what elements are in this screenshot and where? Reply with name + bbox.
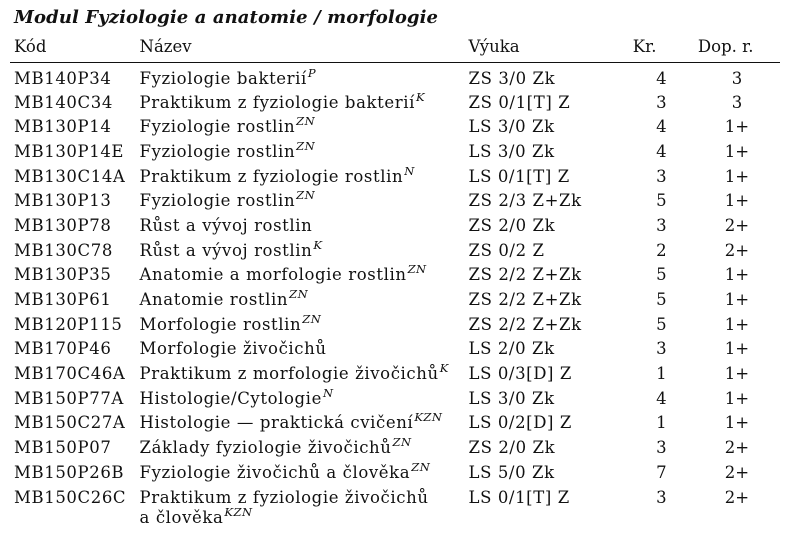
course-name: Růst a vývoj rostlin (139, 240, 313, 260)
course-flag: ZN (296, 188, 316, 203)
course-tuition: LS 3/0 Zk (468, 117, 555, 137)
course-code: MB150C27A (14, 413, 126, 433)
course-credits: 2 (656, 240, 667, 260)
course-flag: ZN (302, 311, 322, 326)
course-flag: ZN (289, 287, 309, 301)
course-code: MB130P35 (14, 265, 112, 285)
course-name-cell (136, 188, 465, 216)
table-body (10, 63, 780, 529)
course-name-line (139, 138, 461, 163)
course-name: Morfologie rostlin (139, 314, 302, 334)
module-title: Modul Fyziologie a anatomie / morfologie (14, 7, 439, 28)
course-name-cell (136, 138, 465, 167)
course-table (10, 37, 780, 529)
course-recommended-year: 1+ (724, 364, 750, 384)
course-name-line (139, 410, 461, 434)
table-row (10, 315, 780, 340)
course-name: Fyziologie rostlin (139, 117, 296, 137)
course-recommended-year: 1+ (724, 166, 750, 186)
course-name: Fyziologie živočichů a člověka (139, 462, 411, 482)
course-code: MB130P78 (14, 215, 112, 235)
course-name-cell (136, 311, 465, 340)
table-row (10, 167, 780, 192)
course-name-cell (136, 488, 465, 529)
table-row (10, 142, 780, 167)
course-tuition: ZS 2/2 Z+Zk (468, 290, 582, 309)
course-recommended-year: 1+ (724, 413, 750, 433)
course-tuition: ZS 2/2 Z+Zk (468, 314, 582, 334)
course-name-line (140, 339, 461, 359)
course-name-line (139, 66, 461, 90)
course-code: MB130P14E (14, 141, 125, 161)
course-credits: 3 (656, 339, 667, 359)
course-code: MB140C34 (14, 92, 113, 112)
course-recommended-year: 2+ (724, 462, 750, 482)
header-code: Kód (14, 37, 47, 56)
course-code: MB150C26C (14, 487, 127, 507)
header-tuition: Výuka (468, 37, 520, 56)
course-tuition: ZS 0/1[T] Z (468, 92, 571, 112)
course-tuition: ZS 2/0 Zk (468, 438, 556, 458)
course-tuition: LS 0/2[D] Z (468, 413, 572, 433)
course-flag: ZN (407, 262, 427, 277)
course-name: Fyziologie rostlin (139, 191, 296, 211)
course-name: Anatomie a morfologie rostlin (139, 265, 407, 285)
course-credits: 4 (656, 117, 667, 137)
course-credits: 1 (656, 364, 667, 384)
course-name: Fyziologie rostlin (139, 141, 296, 161)
course-recommended-year: 1+ (724, 117, 750, 137)
course-code: MB130C14A (14, 166, 126, 186)
course-code: MB130C78 (14, 240, 113, 260)
course-recommended-year: 1+ (724, 388, 750, 408)
course-tuition: ZS 2/2 Z+Zk (468, 265, 582, 285)
course-name-line (139, 435, 461, 459)
course-name: Základy fyziologie živočichů (139, 438, 392, 458)
table-row (10, 216, 780, 241)
course-credits: 5 (656, 265, 667, 285)
course-credits: 4 (656, 141, 667, 161)
table-row (10, 63, 780, 93)
table-row (10, 389, 780, 414)
course-tuition: ZS 2/3 Z+Zk (468, 191, 582, 211)
course-code: MB170P46 (14, 339, 112, 359)
table-row (10, 463, 780, 488)
course-tuition: LS 0/3[D] Z (468, 364, 572, 384)
course-name-line (139, 385, 461, 410)
course-recommended-year: 1+ (724, 314, 750, 334)
course-name-line (139, 504, 461, 529)
course-flag: ZN (411, 459, 431, 474)
course-tuition: LS 2/0 Zk (468, 339, 555, 359)
course-tuition: LS 0/1[T] Z (468, 166, 570, 186)
course-credits: 3 (656, 166, 667, 186)
table-row (10, 191, 780, 216)
course-recommended-year: 1+ (724, 141, 750, 161)
course-name: Praktikum z fyziologie živočichů (139, 487, 429, 507)
table-row (10, 93, 780, 118)
header-name: Název (139, 37, 192, 56)
course-name-line (139, 114, 461, 138)
course-name: Praktikum z morfologie živočichů (139, 364, 439, 384)
course-tuition: LS 0/1[T] Z (468, 487, 570, 507)
course-tuition: LS 3/0 Zk (468, 141, 555, 161)
course-code: MB130P61 (14, 290, 112, 309)
table-row (10, 339, 780, 364)
course-flag: N (404, 163, 415, 178)
course-credits: 5 (656, 191, 667, 211)
course-code: MB130P13 (14, 191, 112, 211)
course-credits: 3 (656, 438, 667, 458)
course-name-cell (136, 63, 465, 93)
course-name-cell (136, 216, 465, 241)
course-recommended-year: 1+ (724, 290, 750, 309)
course-name-cell (136, 459, 465, 488)
course-name: Histologie — praktická cvičení (139, 413, 414, 433)
course-flag: P (307, 66, 317, 80)
course-flag: ZN (296, 114, 316, 129)
course-tuition: ZS 3/0 Zk (468, 69, 556, 88)
course-name: Růst a vývoj rostlin (139, 215, 313, 235)
course-name: Praktikum z fyziologie rostlin (139, 166, 404, 186)
table-row (10, 265, 780, 290)
course-flag: K (439, 361, 449, 376)
course-recommended-year: 2+ (724, 240, 750, 260)
course-name-line (139, 237, 461, 262)
course-recommended-year: 1+ (724, 265, 750, 285)
course-name-continuation: a člověka (139, 507, 224, 527)
course-name-cell (136, 287, 465, 315)
course-credits: 7 (656, 462, 667, 482)
course-name-cell (136, 361, 465, 389)
course-name-line (139, 361, 461, 385)
course-recommended-year: 2+ (724, 487, 750, 507)
table-row (10, 117, 780, 142)
course-name-line (139, 89, 461, 114)
course-tuition: LS 3/0 Zk (468, 388, 555, 408)
course-flag: K (313, 237, 323, 252)
header-credits: Kr. (632, 37, 657, 56)
course-name: Anatomie rostlin (139, 290, 289, 309)
course-name: Morfologie živočichů (139, 339, 327, 359)
course-credits: 3 (656, 92, 667, 112)
course-name: Histologie/Cytologie (139, 388, 322, 408)
header-recommended-year: Dop. r. (697, 37, 754, 56)
course-name: Fyziologie bakterií (139, 69, 307, 88)
course-credits: 4 (656, 388, 667, 408)
course-credits: 5 (656, 314, 667, 334)
course-name-line (139, 163, 461, 188)
course-credits: 3 (656, 487, 667, 507)
course-recommended-year: 3 (731, 69, 743, 88)
table-row (10, 364, 780, 389)
course-credits: 3 (656, 215, 667, 235)
course-code: MB140P34 (14, 69, 112, 88)
course-tuition: ZS 2/0 Zk (468, 215, 556, 235)
course-code: MB130P14 (14, 117, 112, 137)
course-name-cell (136, 410, 465, 438)
course-code: MB120P115 (14, 314, 123, 334)
course-name: Praktikum z fyziologie bakterií (139, 92, 415, 112)
table-row (10, 438, 780, 463)
table-row (10, 290, 780, 315)
course-name-line (139, 459, 461, 484)
course-name-line (139, 287, 461, 311)
course-name-line (139, 311, 461, 336)
course-flag: K (415, 89, 426, 104)
course-recommended-year: 2+ (724, 215, 750, 235)
course-tuition: LS 5/0 Zk (468, 462, 555, 482)
table-row (10, 488, 780, 529)
course-name-line (139, 188, 461, 212)
course-credits: 4 (656, 69, 667, 88)
course-credits: 1 (656, 413, 667, 433)
course-flag: N (322, 385, 334, 400)
course-code: MB170C46A (14, 364, 126, 384)
course-recommended-year: 3 (731, 92, 743, 112)
course-flag: KZN (414, 410, 443, 425)
course-recommended-year: 1+ (724, 339, 750, 359)
course-recommended-year: 2+ (724, 438, 750, 458)
course-credits: 5 (656, 290, 667, 309)
course-flag: ZN (296, 138, 316, 153)
course-name-cell (136, 339, 465, 364)
course-code: MB150P07 (14, 438, 112, 458)
course-name-line (140, 216, 461, 236)
course-flag: KZN (224, 504, 253, 519)
course-name-line (139, 262, 461, 286)
table-row (10, 241, 780, 266)
course-recommended-year: 1+ (724, 191, 750, 211)
course-name-line (140, 488, 461, 508)
table-header-row (10, 37, 780, 63)
course-code: MB150P77A (14, 388, 124, 408)
course-flag: ZN (392, 435, 412, 450)
course-code: MB150P26B (14, 462, 125, 482)
course-tuition: ZS 0/2 Z (468, 240, 545, 260)
